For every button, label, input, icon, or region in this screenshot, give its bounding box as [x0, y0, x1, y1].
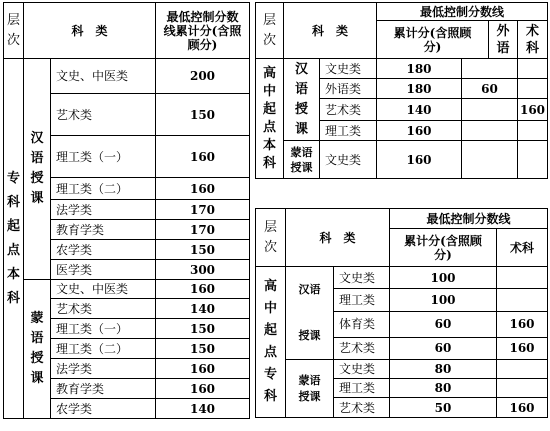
subject-cell: 理工类（二） [51, 178, 156, 200]
subject-cell: 艺术类 [334, 398, 390, 418]
subject-cell: 法学类 [51, 200, 156, 220]
score-cell: 140 [156, 399, 250, 419]
table-gaozhong-qidian-benke [255, 2, 548, 179]
score-cell: 170 [156, 200, 250, 220]
subject-cell: 理工类 [320, 121, 377, 141]
score-cell: 160 [156, 280, 250, 299]
subject-cell: 理工类 [334, 289, 390, 311]
art-cell [497, 289, 548, 311]
score-cell: 150 [156, 94, 250, 136]
score-cell: 170 [156, 220, 250, 240]
subject-cell: 文史类 [320, 141, 377, 179]
group-label: 汉语授课 [24, 59, 51, 280]
subject-cell: 艺术类 [51, 94, 156, 136]
foreign-cell: 60 [462, 79, 518, 99]
score-cell: 150 [156, 339, 250, 359]
total-cell: 100 [390, 267, 497, 289]
score-cell: 200 [156, 59, 250, 94]
header-foreign: 外语 [489, 21, 518, 59]
foreign-cell [462, 141, 518, 179]
score-cell: 150 [156, 319, 250, 339]
subject-cell: 艺术类 [334, 337, 390, 359]
score-cell: 300 [156, 260, 250, 280]
total-cell: 50 [390, 398, 497, 418]
foreign-cell [462, 59, 518, 79]
header-total: 累计分(含照顾分) [377, 21, 489, 59]
art-cell [518, 121, 548, 141]
header-subject: 科 类 [286, 209, 390, 267]
score-cell: 150 [156, 240, 250, 260]
art-cell: 160 [497, 398, 548, 418]
subject-cell: 文史类 [334, 360, 390, 379]
subject-cell: 法学类 [51, 359, 156, 379]
subject-cell: 农学类 [51, 399, 156, 419]
art-cell [497, 360, 548, 379]
total-cell: 60 [390, 311, 497, 337]
group-label: 蒙语授课 [24, 280, 51, 419]
subject-cell: 外语类 [320, 79, 377, 99]
score-cell: 140 [156, 299, 250, 319]
total-cell: 140 [377, 99, 462, 121]
subject-cell: 文史、中医类 [51, 280, 156, 299]
score-cell: 160 [156, 379, 250, 399]
subject-cell: 文史类 [334, 267, 390, 289]
total-cell: 160 [377, 121, 462, 141]
foreign-cell [462, 121, 518, 141]
header-art: 术科 [518, 21, 548, 59]
header-score-group: 最低控制分数线 [390, 209, 548, 229]
subject-cell: 艺术类 [320, 99, 377, 121]
total-cell: 180 [377, 59, 462, 79]
header-subject: 科 类 [284, 3, 377, 59]
art-cell [518, 79, 548, 99]
group-label: 汉语授课 [284, 59, 320, 141]
header-level: 层次 [4, 3, 24, 59]
subject-cell: 教育学类 [51, 379, 156, 399]
header-total: 累计分(含照顾分) [390, 229, 497, 267]
total-cell: 60 [390, 337, 497, 359]
level-label: 高中起点本科 [256, 59, 284, 179]
table-zhuanke-qidian-benke [3, 2, 250, 419]
subject-cell: 理工类 [334, 379, 390, 398]
art-cell: 160 [497, 311, 548, 337]
group-label: 蒙语授课 [284, 141, 320, 179]
subject-cell: 农学类 [51, 240, 156, 260]
subject-cell: 教育学类 [51, 220, 156, 240]
table-gaozhong-qidian-zhuanke [255, 208, 548, 418]
header-art: 术科 [497, 229, 548, 267]
score-cell: 160 [156, 359, 250, 379]
art-cell [518, 141, 548, 179]
header-level: 层次 [256, 209, 286, 267]
header-subject: 科 类 [24, 3, 156, 59]
subject-cell: 艺术类 [51, 299, 156, 319]
group-label: 汉语授课 [286, 267, 334, 360]
art-cell [497, 379, 548, 398]
art-cell: 160 [518, 99, 548, 121]
art-cell [518, 59, 548, 79]
subject-cell: 理工类（一） [51, 136, 156, 178]
subject-cell: 文史、中医类 [51, 59, 156, 94]
subject-cell: 医学类 [51, 260, 156, 280]
subject-cell: 体育类 [334, 311, 390, 337]
header-score-group: 最低控制分数线 [377, 3, 548, 21]
level-label: 高中起点专科 [256, 267, 286, 418]
group-label: 蒙语授课 [286, 360, 334, 418]
foreign-cell [462, 99, 518, 121]
score-cell: 160 [156, 178, 250, 200]
header-level: 层次 [256, 3, 284, 59]
total-cell: 180 [377, 79, 462, 99]
level-label: 专科起点本科 [4, 59, 24, 419]
total-cell: 100 [390, 289, 497, 311]
subject-cell: 文史类 [320, 59, 377, 79]
total-cell: 160 [377, 141, 462, 179]
header-score: 最低控制分数线累计分(含照顾分) [156, 3, 250, 59]
art-cell: 160 [497, 337, 548, 359]
total-cell: 80 [390, 379, 497, 398]
total-cell: 80 [390, 360, 497, 379]
art-cell [497, 267, 548, 289]
subject-cell: 理工类（二） [51, 339, 156, 359]
score-cell: 160 [156, 136, 250, 178]
subject-cell: 理工类（一） [51, 319, 156, 339]
